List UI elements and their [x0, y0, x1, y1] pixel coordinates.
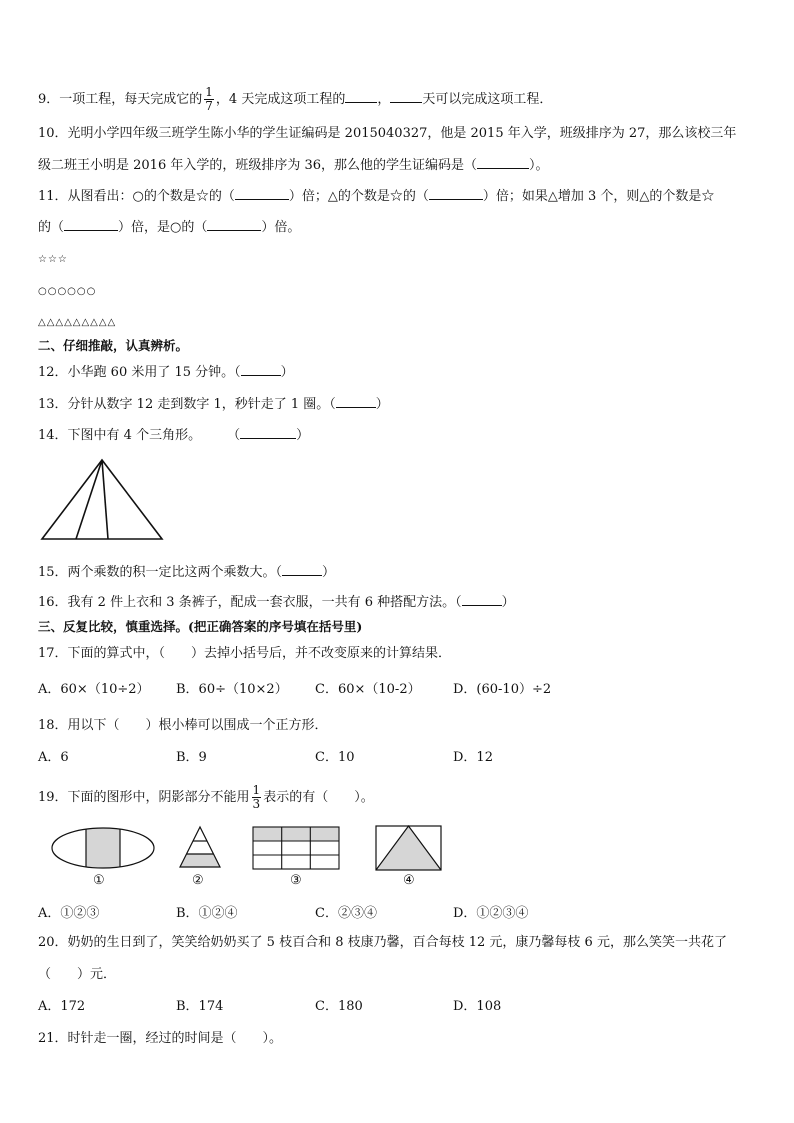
q19-option-a[interactable]: A．①②③ [38, 906, 100, 921]
q11-text-c: ）倍；如果△增加 3 个，则△的个数是☆ [482, 189, 715, 204]
q11-text-d: 的（ [38, 220, 65, 235]
q12-text: 12．小华跑 60 米用了 15 分钟。（ [38, 365, 241, 380]
figure-4-rect-triangle [375, 825, 442, 871]
question-14 [38, 426, 309, 445]
q10-text: 级二班王小明是 2016 年入学的，班级排序为 36，那么他的学生证编码是（ [38, 158, 478, 173]
answer-blank[interactable] [336, 395, 376, 408]
answer-blank[interactable] [282, 563, 322, 576]
q13-text: 13．分针从数字 12 走到数字 1，秒针走了 1 圈。（ [38, 397, 336, 412]
question-17: 17．下面的算式中，（ ）去掉小括号后，并不改变原来的计算结果． [38, 646, 452, 661]
question-12 [38, 363, 294, 382]
q13-end: ） [375, 397, 389, 412]
q9-fraction-numerator: 1 [205, 85, 213, 99]
q11-text-a: 11．从图看出：○的个数是☆的（ [38, 189, 235, 204]
answer-blank[interactable] [462, 593, 502, 606]
question-10-line1: 10．光明小学四年级三班学生陈小华的学生证编码是 2015040327，他是 2015 年入学，班级排序为 27，那么该校三年 [38, 126, 737, 141]
q16-end: ） [501, 595, 515, 610]
answer-blank[interactable] [64, 218, 118, 231]
figure-2-triangle [177, 825, 223, 869]
q9-text-pre: 9．一项工程，每天完成它的 [38, 92, 203, 107]
q18-option-a[interactable]: A．6 [38, 750, 69, 765]
q19-fraction-denominator: 3 [252, 797, 261, 811]
question-9 [38, 86, 552, 113]
stars-row: ☆☆☆ [38, 254, 68, 265]
q16-text: 16．我有 2 件上衣和 3 条裤子，配成一套衣服，一共有 6 种搭配方法。（ [38, 595, 462, 610]
q19-fraction [252, 784, 262, 811]
question-16 [38, 593, 515, 612]
answer-blank[interactable] [477, 156, 529, 169]
q19-option-c[interactable]: C．②③④ [315, 906, 377, 921]
q17-option-d[interactable]: D．(60-10）÷2 [453, 682, 552, 697]
figure-3-grid [252, 826, 340, 870]
q14-end: ） [296, 428, 310, 443]
q20-option-c[interactable]: C．180 [315, 999, 363, 1014]
q17-option-a[interactable]: A．60×（10÷2） [38, 682, 150, 697]
q15-end: ） [322, 565, 336, 580]
q15-text: 15．两个乘数的积一定比这两个乘数大。（ [38, 565, 283, 580]
question-20-line2: （ ）元． [38, 967, 117, 982]
triangles-row: △△△△△△△△△ [38, 317, 117, 328]
q14-open: （ [227, 428, 241, 443]
answer-blank[interactable] [429, 187, 483, 200]
q19-option-d[interactable]: D．①②③④ [453, 906, 529, 921]
q9-text-post: 天可以完成这项工程． [422, 92, 553, 107]
answer-blank[interactable] [240, 426, 296, 439]
q20-option-a[interactable]: A．172 [38, 999, 86, 1014]
q19-text-post: 表示的有（ ）。 [263, 790, 374, 805]
figure-4-label: ④ [403, 873, 415, 888]
circles-row: ○○○○○○ [38, 286, 97, 297]
question-18: 18．用以下（ ）根小棒可以围成一个正方形． [38, 718, 328, 733]
q10-end: ）。 [529, 158, 549, 173]
triangle-figure [40, 458, 165, 542]
q11-text-f: ）倍。 [261, 220, 301, 235]
figure-1-ellipse [50, 826, 156, 870]
figure-2-label: ② [192, 873, 204, 888]
question-13 [38, 395, 389, 414]
q20-option-d[interactable]: D．108 [453, 999, 502, 1014]
answer-blank[interactable] [390, 90, 422, 103]
question-15 [38, 563, 335, 582]
figure-3-label: ③ [290, 873, 302, 888]
q18-option-c[interactable]: C．10 [315, 750, 355, 765]
q11-text-e: ）倍，是○的（ [118, 220, 208, 235]
q9-text-mid: ，4 天完成这项工程的 [215, 92, 346, 107]
q17-option-b[interactable]: B．60÷（10×2） [176, 682, 288, 697]
q9-fraction [204, 86, 214, 113]
q9-fraction-denominator: 7 [205, 99, 213, 113]
q17-option-c[interactable]: C．60×（10-2） [315, 682, 421, 697]
question-19 [38, 784, 374, 811]
section-2-heading: 二、仔细推敲，认真辨析。 [38, 338, 189, 353]
question-21: 21．时针走一圈，经过的时间是（ ）。 [38, 1031, 283, 1046]
q19-text-pre: 19．下面的图形中，阴影部分不能用 [38, 790, 250, 805]
answer-blank[interactable] [345, 90, 377, 103]
q19-option-b[interactable]: B．①②④ [176, 906, 238, 921]
q18-option-d[interactable]: D．12 [453, 750, 493, 765]
q9-sep: ， [377, 92, 391, 107]
question-11-line2 [38, 218, 300, 237]
answer-blank[interactable] [235, 187, 289, 200]
figure-1-label: ① [93, 873, 105, 888]
q11-text-b: ）倍；△的个数是☆的（ [288, 189, 429, 204]
question-11-line1 [38, 187, 714, 206]
q14-text: 14．下图中有 4 个三角形。 [38, 428, 202, 443]
q18-option-b[interactable]: B．9 [176, 750, 207, 765]
answer-blank[interactable] [241, 363, 281, 376]
question-20-line1: 20．奶奶的生日到了，笑笑给奶奶买了 5 枝百合和 8 枝康乃馨，百合每枝 12 元，康乃馨每枝 6 元，那么笑笑一共花了 [38, 935, 727, 950]
q19-fraction-numerator: 1 [252, 783, 261, 797]
section-3-heading: 三、反复比较，慎重选择。(把正确答案的序号填在括号里) [38, 619, 363, 634]
q20-option-b[interactable]: B．174 [176, 999, 224, 1014]
question-10-line2 [38, 156, 549, 175]
q12-end: ） [280, 365, 294, 380]
answer-blank[interactable] [207, 218, 261, 231]
